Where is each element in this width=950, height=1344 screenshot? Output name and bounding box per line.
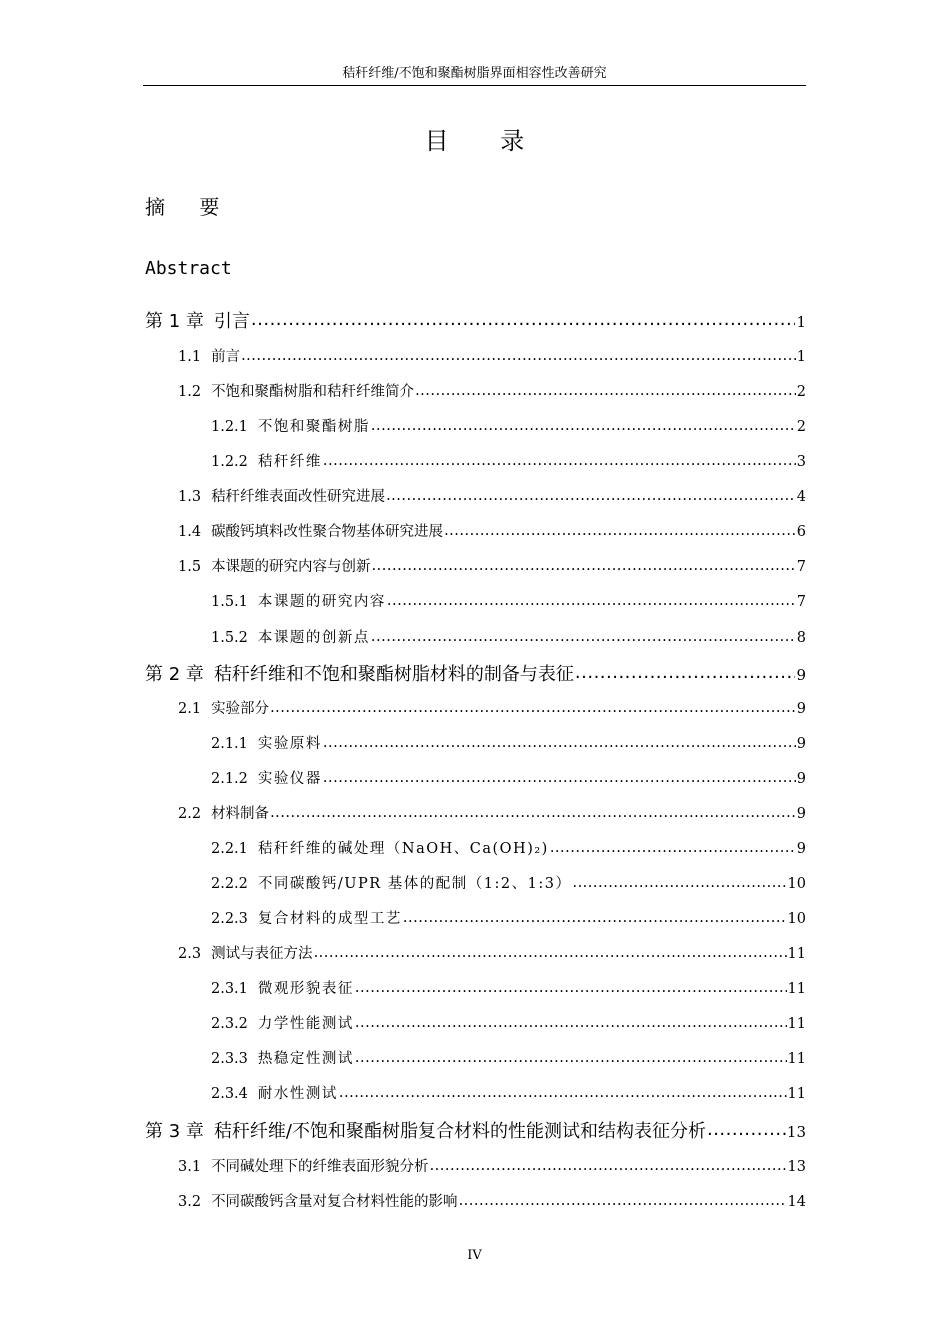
toc-entry-number: 1.3: [178, 489, 202, 505]
toc-entry[interactable]: [178, 1155, 806, 1176]
toc-entry-label: 不饱和聚酯树脂: [257, 419, 370, 435]
toc-entry-page: 13: [787, 1159, 806, 1175]
toc-entry-page: 4: [796, 489, 806, 505]
toc-leader: [355, 1049, 787, 1064]
toc-entry-label: 引言: [213, 311, 250, 332]
toc-entry[interactable]: [145, 307, 806, 333]
toc-entry-label: 耐水性测试: [257, 1086, 338, 1102]
toc-title: 目 录: [424, 127, 547, 155]
running-header: 秸秆纤维/不饱和聚酯树脂界面相容性改善研究: [342, 66, 607, 81]
toc-entry-label: 实验仪器: [257, 771, 322, 787]
toc-entry-label: 本课题的研究内容与创新: [211, 559, 371, 575]
toc-entry-page: 1: [796, 349, 806, 365]
toc-leader: [355, 1014, 787, 1029]
toc-leader: [459, 1192, 787, 1207]
toc-entry-page: 13: [786, 1123, 806, 1141]
toc-entry[interactable]: [178, 520, 806, 541]
toc-entry-label: 不同碳酸钙含量对复合材料性能的影响: [211, 1194, 458, 1210]
toc-entry-number: 1.5: [178, 559, 202, 575]
toc-entry-number: 3.2: [178, 1194, 202, 1210]
toc-entry-page: 7: [796, 559, 806, 575]
toc-entry-number: 2.2: [178, 806, 202, 822]
abstract-en-heading: Abstract: [145, 258, 232, 279]
toc-leader: [550, 839, 796, 854]
toc-entry[interactable]: [211, 1082, 806, 1103]
toc-entry[interactable]: [211, 977, 806, 998]
toc-entry-number: 2.1.2: [211, 771, 248, 787]
toc-entry-page: 1: [796, 313, 806, 331]
toc-entry-number: 2.3.2: [211, 1016, 248, 1032]
toc-entry-number: 1.2.1: [211, 419, 248, 435]
toc-entry-number: 2.1.1: [211, 736, 248, 752]
toc-entry[interactable]: [178, 485, 806, 506]
toc-entry-number: 2.2.1: [211, 841, 248, 857]
toc-leader: [323, 734, 796, 749]
toc-entry[interactable]: [211, 907, 806, 928]
toc-entry-label: 微观形貌表征: [257, 981, 354, 997]
toc-entry[interactable]: [145, 660, 806, 686]
toc-entry-label: 力学性能测试: [257, 1016, 354, 1032]
toc-entry-label: 碳酸钙填料改性聚合物基体研究进展: [211, 524, 444, 540]
toc-leader: [386, 487, 796, 502]
toc-entry-page: 2: [796, 384, 806, 400]
toc-entry-page: 11: [787, 946, 806, 962]
toc-entry-page: 9: [796, 806, 806, 822]
toc-entry-number: 2.1: [178, 701, 202, 717]
toc-entry-number: 1.2: [178, 384, 202, 400]
toc-entry[interactable]: [211, 590, 806, 611]
toc-entry-page: 6: [796, 524, 806, 540]
toc-entry-page: 8: [796, 630, 806, 646]
toc-entry-number: 第 3 章: [145, 1121, 204, 1142]
toc-entry[interactable]: [178, 697, 806, 718]
toc-entry-label: 不同碱处理下的纤维表面形貌分析: [211, 1159, 429, 1175]
toc-entry-number: 第 2 章: [145, 664, 204, 685]
toc-entry[interactable]: [211, 1047, 806, 1068]
toc-entry-label: 材料制备: [211, 806, 270, 822]
toc-entry-page: 11: [787, 1051, 806, 1067]
toc-entry-number: 2.2.2: [211, 876, 248, 892]
toc-entry-page: 10: [787, 911, 806, 927]
toc-leader: [707, 1119, 786, 1137]
toc-leader: [572, 874, 786, 889]
toc-entry-label: 复合材料的成型工艺: [257, 911, 402, 927]
toc-entry-page: 2: [796, 419, 806, 435]
toc-leader: [241, 347, 796, 362]
toc-entry-label: 前言: [211, 349, 241, 365]
toc-entry-page: 10: [787, 876, 806, 892]
toc-entry-number: 2.3.1: [211, 981, 248, 997]
toc-leader: [444, 522, 796, 537]
toc-entry-label: 秸秆纤维和不饱和聚酯树脂材料的制备与表征: [213, 664, 574, 685]
toc-leader: [415, 382, 796, 397]
toc-entry[interactable]: [211, 1012, 806, 1033]
toc-entry[interactable]: [211, 837, 806, 858]
toc-entry-number: 1.1: [178, 349, 202, 365]
toc-leader: [270, 699, 796, 714]
toc-entry-label: 本课题的研究内容: [257, 594, 386, 610]
toc-entry-page: 9: [796, 841, 806, 857]
toc-leader: [270, 804, 796, 819]
toc-leader: [323, 452, 796, 467]
toc-entry-label: 本课题的创新点: [257, 630, 370, 646]
page-number: IV: [467, 1248, 482, 1263]
toc-entry-label: 秸秆纤维的碱处理（NaOH、Ca(OH)₂): [257, 841, 549, 857]
toc-entry[interactable]: [178, 555, 806, 576]
toc-entry-label: 秸秆纤维: [257, 454, 322, 470]
toc-entry-page: 9: [796, 701, 806, 717]
toc-entry[interactable]: [178, 802, 806, 823]
toc-entry-number: 1.4: [178, 524, 202, 540]
toc-leader: [371, 417, 796, 432]
toc-entry-number: 2.3.4: [211, 1086, 248, 1102]
toc-entry-page: 9: [796, 771, 806, 787]
toc-entry-page: 11: [787, 981, 806, 997]
toc-entry[interactable]: [211, 767, 806, 788]
toc-entry[interactable]: [211, 626, 806, 647]
toc-entry-label: 秸秆纤维表面改性研究进展: [211, 489, 386, 505]
toc-entry[interactable]: [145, 1117, 806, 1143]
toc-entry[interactable]: [178, 380, 806, 401]
toc-entry-page: 9: [796, 666, 806, 684]
toc-leader: [339, 1084, 787, 1099]
toc-entry-page: 11: [787, 1016, 806, 1032]
toc-entry-number: 2.3: [178, 946, 202, 962]
toc-leader: [430, 1157, 787, 1172]
toc-entry-number: 2.3.3: [211, 1051, 248, 1067]
toc-leader: [371, 628, 796, 643]
toc-entry-label: 实验原料: [257, 736, 322, 752]
toc-entry-page: 11: [787, 1086, 806, 1102]
toc-entry-label: 实验部分: [211, 701, 270, 717]
toc-entry-label: 不同碳酸钙/UPR 基体的配制（1:2、1:3）: [257, 876, 572, 892]
toc-entry[interactable]: [211, 732, 806, 753]
toc-leader: [387, 592, 796, 607]
toc-entry[interactable]: [211, 450, 806, 471]
toc-leader: [355, 979, 787, 994]
toc-entry-page: 9: [796, 736, 806, 752]
toc-entry[interactable]: [178, 1190, 806, 1211]
toc-entry[interactable]: [211, 872, 806, 893]
toc-entry-label: 秸秆纤维/不饱和聚酯树脂复合材料的性能测试和结构表征分析: [213, 1121, 706, 1142]
toc-leader: [323, 769, 796, 784]
toc-entry-page: 14: [787, 1194, 806, 1210]
toc-entry-label: 测试与表征方法: [211, 946, 313, 962]
toc-leader: [575, 662, 796, 680]
toc-entry-label: 热稳定性测试: [257, 1051, 354, 1067]
toc-entry-number: 1.2.2: [211, 454, 248, 470]
toc-entry[interactable]: [178, 345, 806, 366]
toc-entry-page: 7: [796, 594, 806, 610]
toc-leader: [251, 309, 796, 327]
toc-leader: [372, 557, 796, 572]
toc-entry-number: 3.1: [178, 1159, 202, 1175]
toc-entry[interactable]: [178, 942, 806, 963]
toc-leader: [314, 944, 787, 959]
toc-entry-number: 1.5.2: [211, 630, 248, 646]
toc-entry-label: 不饱和聚酯树脂和秸秆纤维简介: [211, 384, 415, 400]
toc-leader: [403, 909, 787, 924]
toc-entry-number: 2.2.3: [211, 911, 248, 927]
toc-entry-number: 第 1 章: [145, 311, 204, 332]
toc-entry-page: 3: [796, 454, 806, 470]
abstract-cn-heading: 摘 要: [145, 195, 234, 219]
toc-entry[interactable]: [211, 415, 806, 436]
header-rule: [143, 85, 806, 86]
toc-entry-number: 1.5.1: [211, 594, 248, 610]
